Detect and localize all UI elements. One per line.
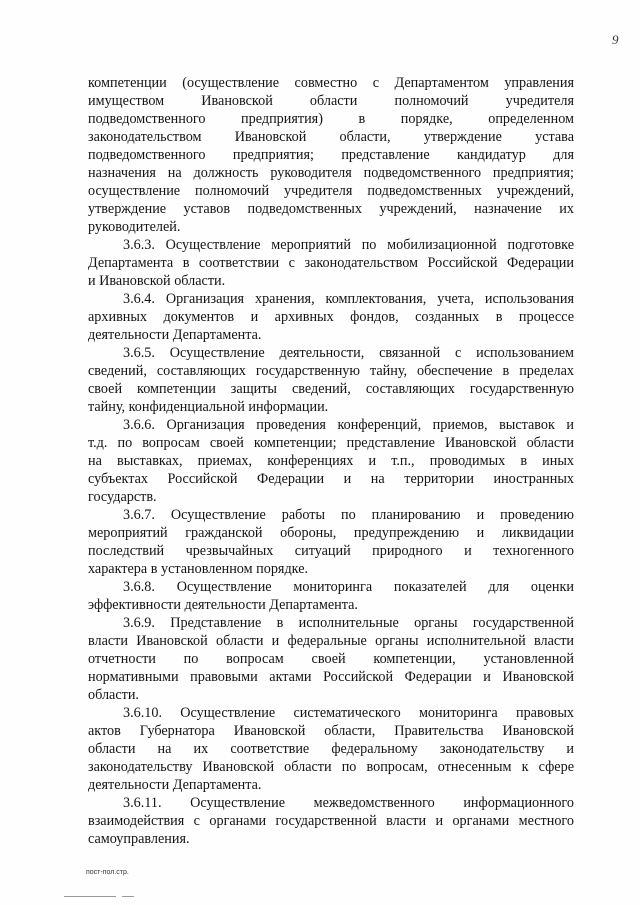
text-line: области на их соответствие федеральному законодательству и	[88, 741, 574, 757]
text-line: власти Ивановской области и федеральные органы исполнительной власти	[88, 633, 574, 649]
paragraph-first-line: 3.6.7. Осуществление работы по планированию и проведению	[123, 507, 574, 523]
text-line: подведомственного предприятия; представление кандидатур для	[88, 147, 574, 163]
text-line: тайну, конфиденциальной информации.	[88, 399, 329, 415]
paragraph-first-line: 3.6.5. Осуществление деятельности, связанной с использованием	[123, 345, 574, 361]
text-line: актов Губернатора Ивановской области, Правительства Ивановской	[88, 723, 574, 739]
text-line: утверждение уставов подведомственных учреждений, назначение их	[88, 201, 574, 217]
text-line: компетенции (осуществление совместно с Департаментом управления	[88, 75, 574, 91]
text-line: самоуправления.	[88, 831, 190, 847]
page-number: 9	[612, 32, 619, 47]
text-line: т.д. по вопросам своей компетенции; представление Ивановской области	[88, 435, 574, 451]
paragraph-first-line: 3.6.6. Организация проведения конференций, приемов, выставок и	[123, 417, 574, 433]
text-line: осуществление полномочий учредителя подведомственных учреждений,	[88, 183, 574, 199]
paragraph-first-line: 3.6.8. Осуществление мониторинга показателей для оценки	[123, 579, 574, 595]
text-line: имуществом Ивановской области полномочий учредителя	[88, 93, 574, 109]
text-line: деятельности Департамента.	[88, 777, 262, 793]
text-line: своей компетенции защиты сведений, составляющих государственную	[88, 381, 574, 397]
text-line: подведомственного предприятия) в порядке, определенном	[88, 111, 574, 127]
paragraph-first-line: 3.6.4. Организация хранения, комплектования, учета, использования	[123, 291, 574, 307]
text-line: последствий чрезвычайных ситуаций природного и техногенного	[88, 543, 574, 559]
text-line: субъектах Российской Федерации и на территории иностранных	[88, 471, 574, 487]
paragraph-first-line: 3.6.10. Осуществление систематического мониторинга правовых	[123, 705, 574, 721]
paragraph-first-line: 3.6.11. Осуществление межведомственного информационного	[123, 795, 574, 811]
text-line: законодательством Ивановской области, утверждение устава	[88, 129, 574, 145]
text-line: взаимодействия с органами государственной власти и органами местного	[88, 813, 574, 829]
paragraph-first-line: 3.6.3. Осуществление мероприятий по мобилизационной подготовке	[123, 237, 574, 253]
paragraph-first-line: 3.6.9. Представление в исполнительные органы государственной	[123, 615, 574, 631]
text-line: сведений, составляющих государственную тайну, обеспечение в пределах	[88, 363, 574, 379]
text-line: руководителей.	[88, 219, 181, 235]
text-line: мероприятий гражданской обороны, предупреждению и ликвидации	[88, 525, 574, 541]
footer-file-label: пост-пол.стр.	[86, 869, 129, 876]
text-line: деятельности Департамента.	[88, 327, 262, 343]
text-line: государств.	[88, 489, 157, 505]
text-line: отчетности по вопросам своей компетенции, установленной	[88, 651, 574, 667]
text-line: архивных документов и архивных фондов, созданных в процессе	[88, 309, 574, 325]
bottom-scan-divider	[122, 896, 134, 897]
text-line: и Ивановской области.	[88, 273, 226, 289]
text-line: области.	[88, 687, 139, 703]
text-line: на выставках, приемах, конференциях и т.п., проводимых в иных	[88, 453, 574, 469]
text-line: эффективности деятельности Департамента.	[88, 597, 358, 613]
text-line: нормативными правовыми актами Российской Федерации и Ивановской	[88, 669, 574, 685]
text-line: назначения на должность руководителя подведомственного предприятия;	[88, 165, 574, 181]
text-line: Департамента в соответствии с законодательством Российской Федерации	[88, 255, 574, 271]
text-line: характера в установленном порядке.	[88, 561, 309, 577]
text-line: законодательству Ивановской области по вопросам, отнесенным к сфере	[88, 759, 574, 775]
bottom-scan-divider	[64, 896, 116, 897]
